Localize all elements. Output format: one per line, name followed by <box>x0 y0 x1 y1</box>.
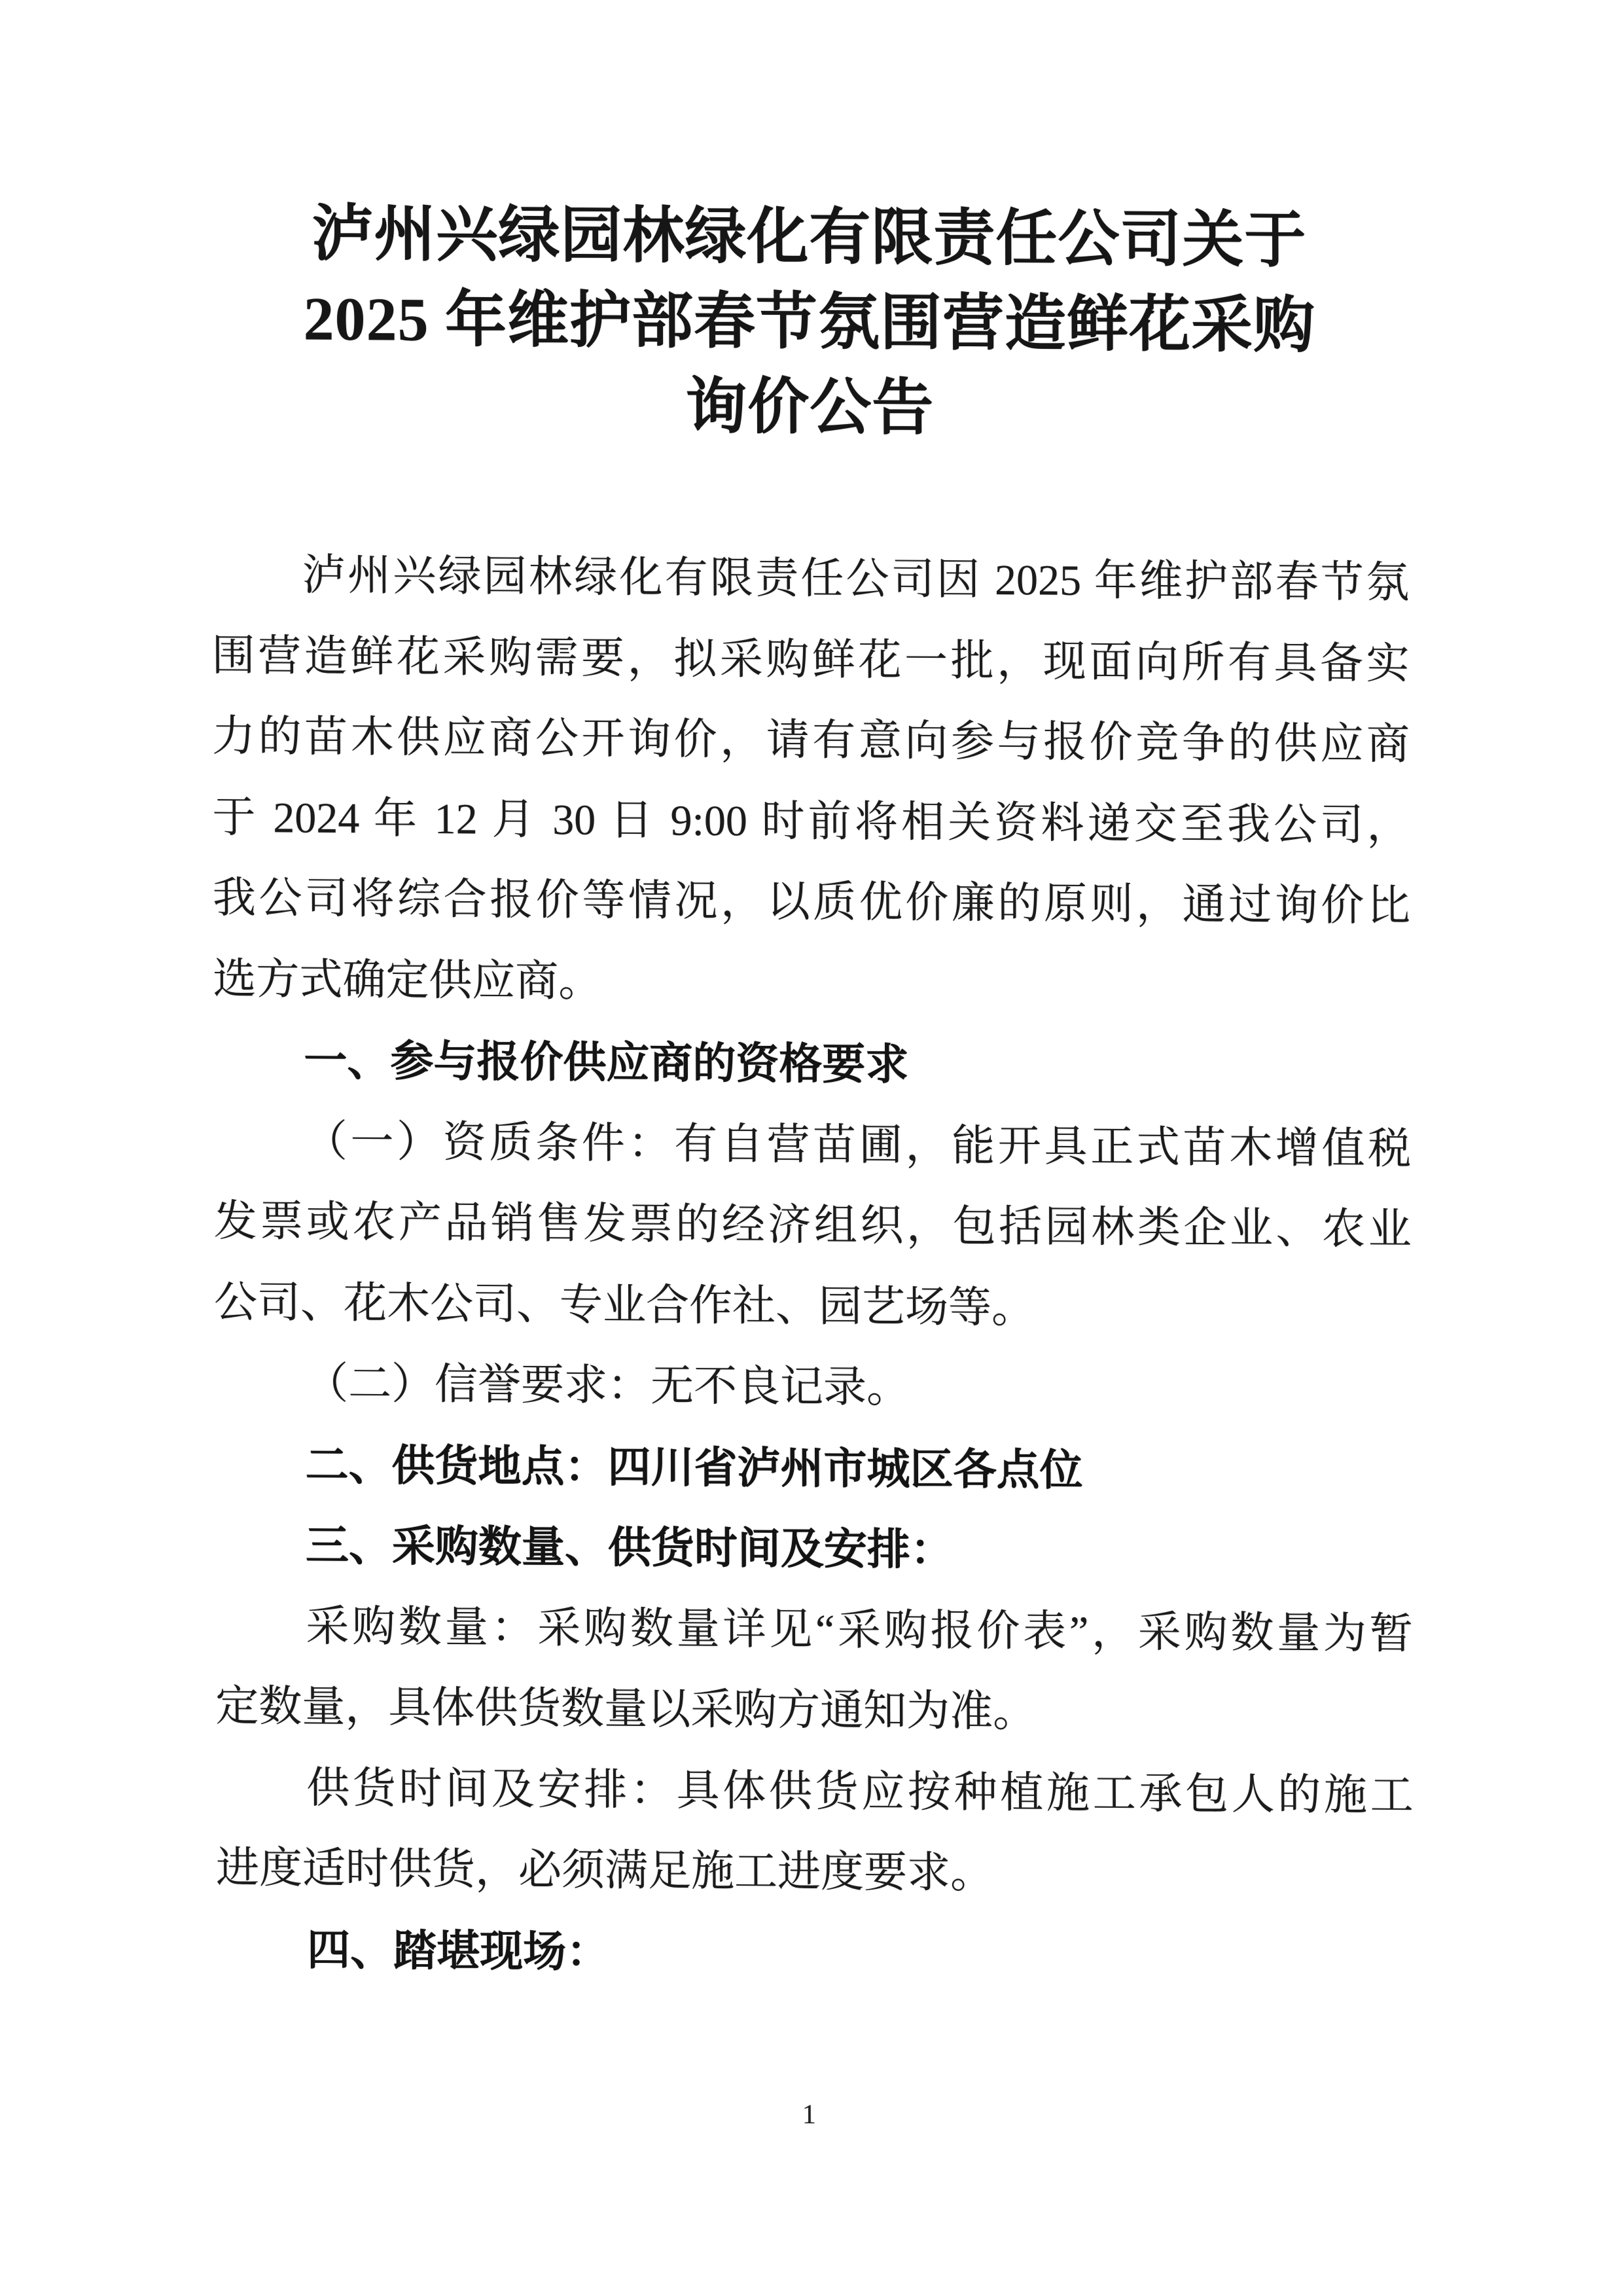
body-line: 围营造鲜花采购需要，拟采购鲜花一批，现面向所有具备实 <box>211 632 1410 688</box>
section-heading: 二、供货地点：四川省泸州市城区各点位 <box>305 1440 1083 1494</box>
document-body <box>211 535 1414 1998</box>
body-line: 于 2024 年 12 月 30 日 9:00 时前将相关资料递交至我公司， <box>212 793 1410 850</box>
body-line: 发票或农产品销售发票的经济组织，包括园林类企业、农业 <box>213 1197 1412 1254</box>
body-line: 公司、花木公司、专业合作社、园艺场等。 <box>213 1278 1035 1332</box>
body-line: 进度适时供货，必须满足施工进度要求。 <box>215 1844 994 1897</box>
page-number: 1 <box>802 2099 816 2130</box>
document-title-line: 泸州兴绿园林绿化有限责任公司关于 <box>312 200 1307 276</box>
body-line: 供货时间及安排：具体供货应按种植施工承包人的施工 <box>306 1764 1414 1820</box>
section-heading: 四、踏堪现场： <box>307 1925 610 1976</box>
document-title-line: 2025 年维护部春节氛围营造鲜花采购 <box>303 285 1316 361</box>
section-heading: 三、采购数量、供货时间及安排： <box>305 1520 954 1574</box>
body-line: 泸州兴绿园林绿化有限责任公司因 2025 年维护部春节氛 <box>302 551 1410 607</box>
body-line: 力的苗木供应商公开询价，请有意向参与报价竞争的供应商 <box>211 712 1410 769</box>
body-line: 采购数量：采购数量详见“采购报价表”，采购数量为暂 <box>306 1602 1413 1658</box>
section-heading: 一、参与报价供应商的资格要求 <box>304 1035 909 1089</box>
body-line: 定数量，具体供货数量以采购方通知为准。 <box>215 1682 1037 1736</box>
document-title-line: 询价公告 <box>685 372 935 443</box>
body-line: 选方式确定供应商。 <box>213 955 602 1006</box>
document-title <box>213 191 1405 455</box>
body-line: 我公司将综合报价等情况，以质优价廉的原则，通过询价比 <box>212 874 1411 931</box>
body-line: （一）资质条件：有自营苗圃，能开具正式苗木增值税 <box>304 1117 1412 1173</box>
body-line: （二）信誉要求：无不良记录。 <box>304 1359 910 1412</box>
